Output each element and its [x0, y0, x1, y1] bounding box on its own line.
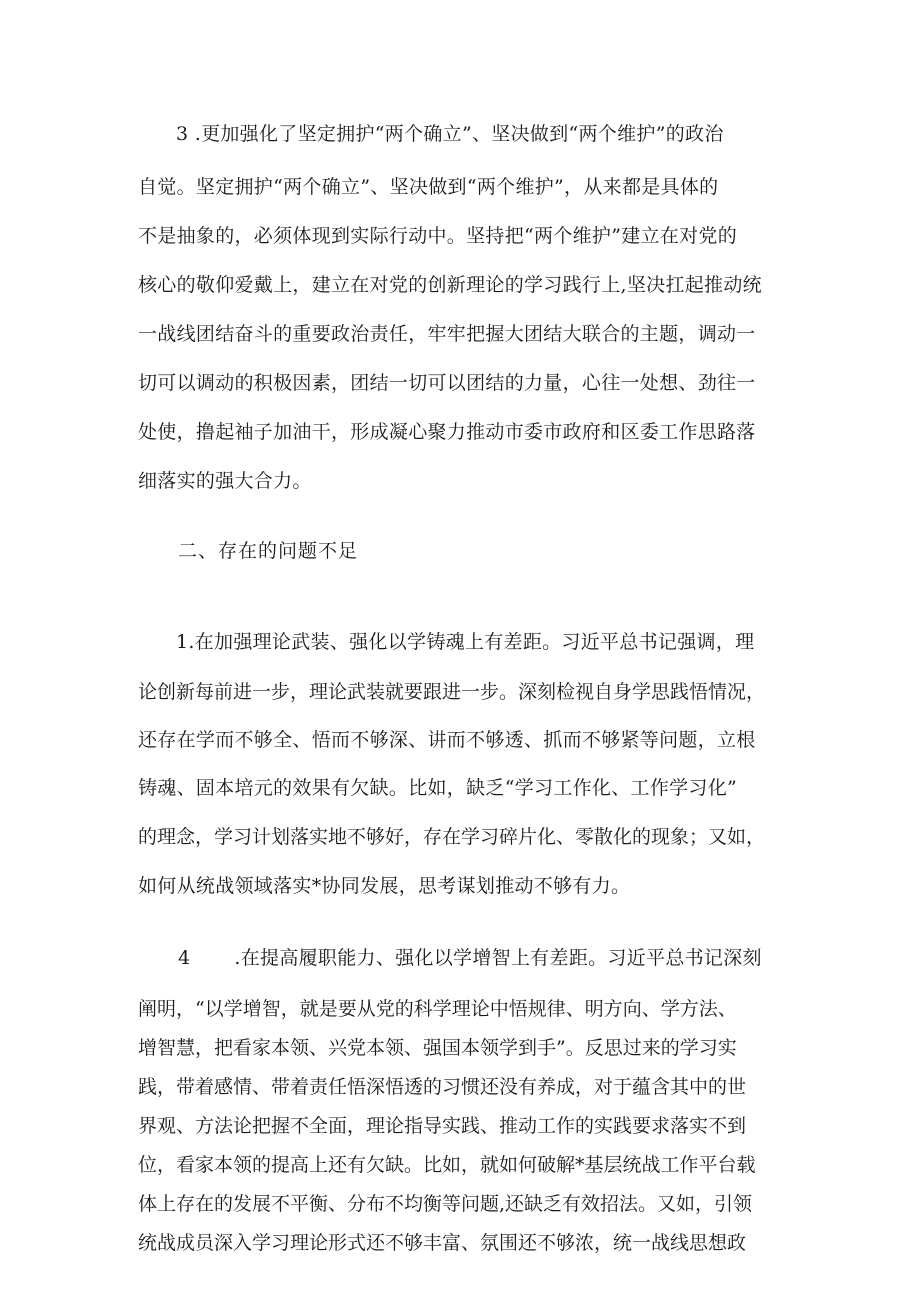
paragraph-line: 界观、方法论把握不全面，理论指导实践、推动工作的实践要求落实不到 — [138, 1115, 747, 1137]
paragraph-line: 增智慧，把看家本领、兴党本领、强国本领学到手”。反思过来的学习实 — [138, 1037, 737, 1059]
paragraph-line: 的理念，学习计划落实地不够好，存在学习碎片化、零散化的现象；又如， — [138, 826, 766, 848]
paragraph-line: 体上存在的发展不平衡、分布不均衡等问题,还缺乏有效招法。又如，引领 — [138, 1193, 753, 1215]
paragraph-line: 位，看家本领的提高上还有欠缺。比如，就如何破解*基层统战工作平台载 — [138, 1154, 756, 1176]
paragraph-line: 统战成员深入学习理论形式还不够丰富、氛围还不够浓，统一战线思想政 — [138, 1232, 747, 1254]
paragraph-line: 不是抽象的，必须体现到实际行动中。坚持把“两个维护”建立在对党的 — [138, 225, 738, 247]
paragraph-line: 自觉。坚定拥护“两个确立”、坚决做到“两个维护”，从来都是具体的 — [138, 176, 719, 198]
paragraph-line: 阐明，“以学增智，就是要从党的科学理论中悟规律、明方向、学方法、 — [138, 998, 737, 1020]
paragraph-line: 细落实的强大合力。 — [138, 470, 312, 492]
paragraph-line — [178, 943, 762, 970]
paragraph-line: 3 .更加强化了坚定拥护“两个确立”、坚决做到“两个维护”的政治 — [176, 123, 724, 145]
item-number: 4 — [178, 947, 191, 969]
item-first-line: .在提高履职能力、强化以学增智上有差距。习近平总书记深刻 — [234, 947, 762, 969]
paragraph-line: 还存在学而不够全、悟而不够深、讲而不够透、抓而不够紧等问题，立根 — [138, 729, 756, 751]
paragraph-line: 践，带着感情、带着责任悟深悟透的习惯还没有养成，对于蕴含其中的世 — [138, 1076, 747, 1098]
paragraph-line: 如何从统战领域落实*协同发展，思考谋划推动不够有力。 — [138, 875, 631, 897]
paragraph-line: 论创新每前进一步，理论武装就要跟进一步。深刻检视自身学思践悟情况， — [138, 681, 766, 703]
paragraph-line: 铸魂、固本培元的效果有欠缺。比如，缺乏“学习工作化、工作学习化” — [138, 777, 738, 799]
paragraph-line: 1.在加强理论武装、强化以学铸魂上有差距。习近平总书记强调，理 — [176, 631, 755, 653]
paragraph-line: 切可以调动的积极因素，团结一切可以团结的力量，心往一处想、劲往一 — [138, 372, 756, 394]
paragraph-line: 一战线团结奋斗的重要政治责任，牢牢把握大团结大联合的主题，调动一 — [138, 323, 756, 345]
paragraph-line: 处使，撸起袖子加油干，形成凝心聚力推动市委市政府和区委工作思路落 — [138, 421, 756, 443]
paragraph-line: 核心的敬仰爱戴上，建立在对党的创新理论的学习践行上,坚决扛起推动统 — [138, 274, 762, 296]
section-heading: 二、存在的问题不足 — [178, 540, 359, 562]
